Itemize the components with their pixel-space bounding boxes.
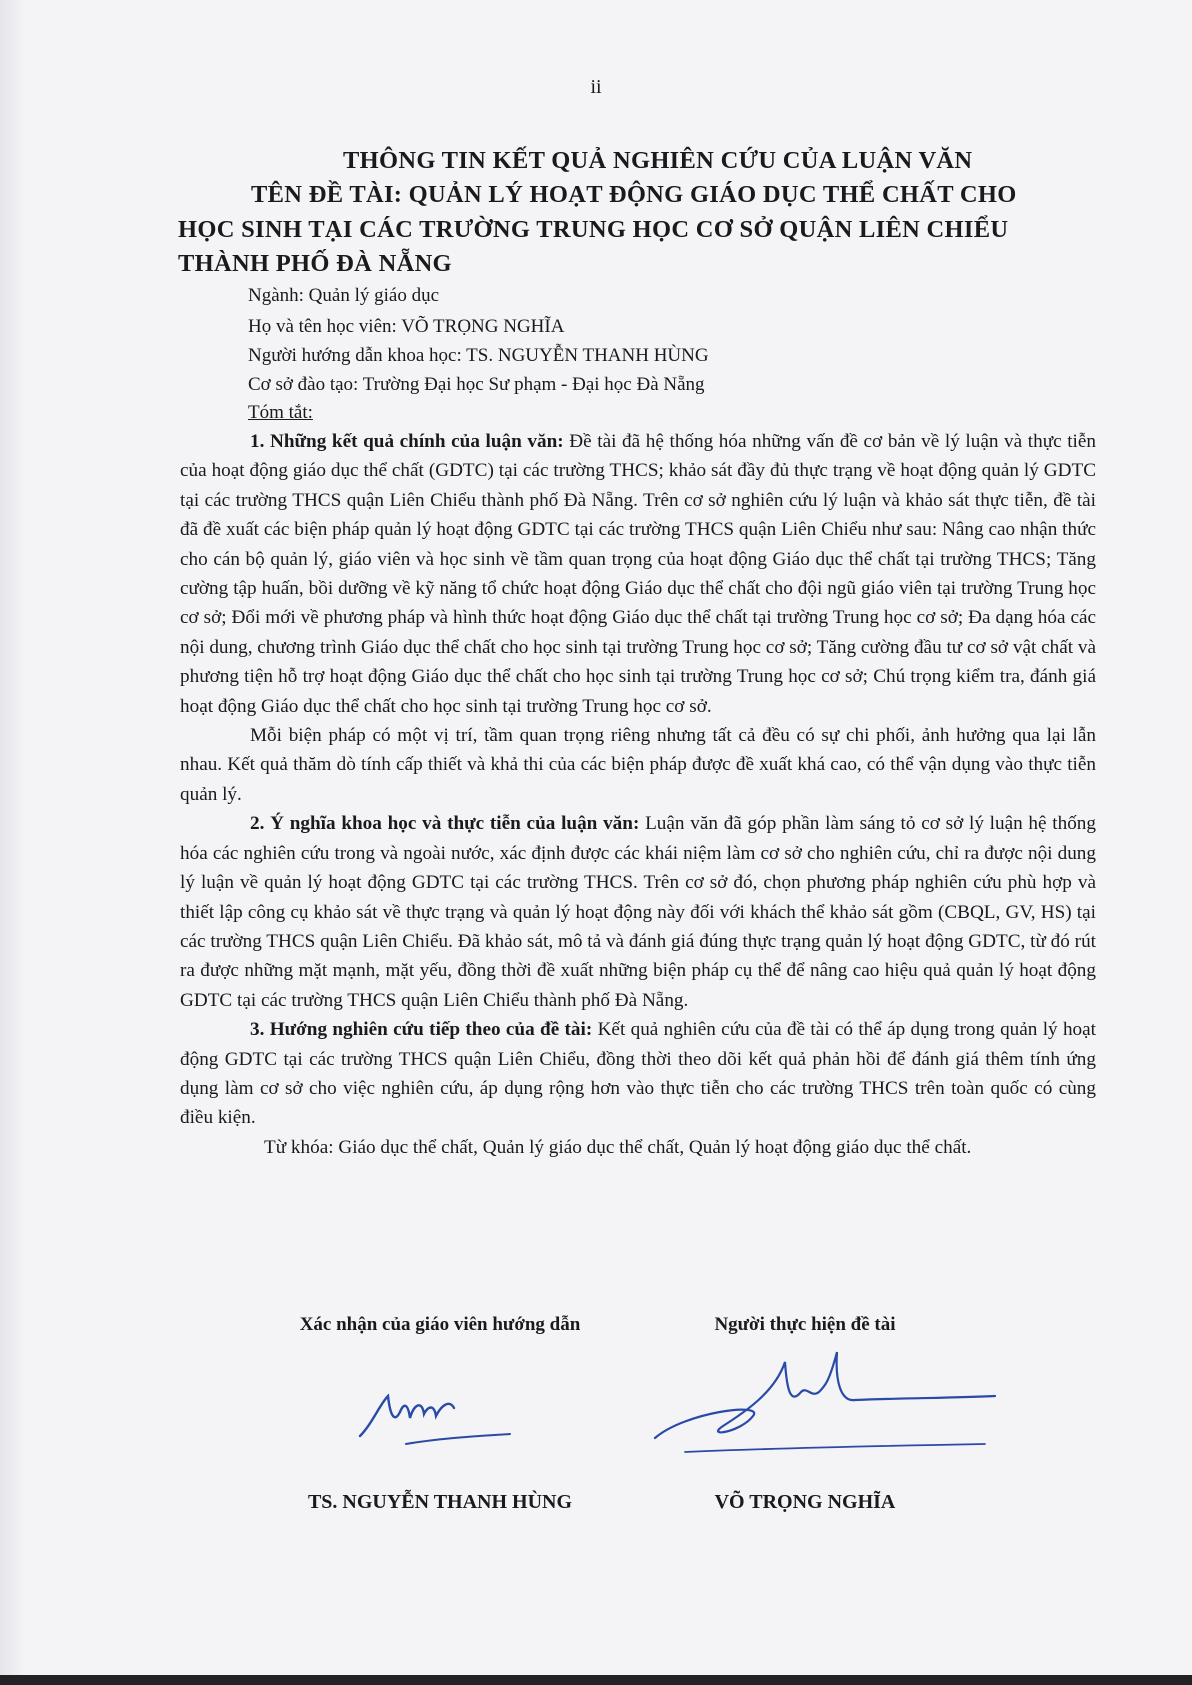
page-number: ii xyxy=(590,76,602,98)
section-2-heading: 2. Ý nghĩa khoa học và thực tiễn của luận văn: xyxy=(250,813,640,835)
title-line-2: TÊN ĐỀ TÀI: QUẢN LÝ HOẠT ĐỘNG GIÁO DỤC THỂ CHẤT CHO xyxy=(251,181,1017,208)
supervisor-line: Người hướng dẫn khoa học: TS. NGUYỄN THANH HÙNG xyxy=(248,345,709,366)
institution-line: Cơ sở đào tạo: Trường Đại học Sư phạm - Đại học Đà Nẵng xyxy=(248,374,705,395)
author-signature-block xyxy=(595,1314,1015,1513)
section-3-text: Kết quả nghiên cứu của đề tài có thể áp dụng trong quản lý hoạt động GDTC tại các trường THCS quận Liên Chiểu, đồng thời theo dõi kết quả phản hồi để đánh giá thêm tính ứng dụng làm cơ sở cho việc nghiên cứu, áp dụng rộng hơn vào thực tiễn cho các trường THCS trên toàn quốc có cùng điều kiện. xyxy=(180,1019,1096,1129)
section-1-text: Đề tài đã hệ thống hóa những vấn đề cơ bản về lý luận và thực tiễn của hoạt động giáo dục thể chất (GDTC) tại các trường THCS; khảo sát đầy đủ thực trạng về hoạt động quản lý GDTC tại các trường THCS quận Liên Chiểu thành phố Đà Nẵng. Trên cơ sở nghiên cứu lý luận và khảo sát thực tiễn, đề tài đã đề xuất các biện pháp quản lý hoạt động GDTC tại các trường THCS quận Liên Chiểu như sau: Nâng cao nhận thức cho cán bộ quản lý, giáo viên và học sinh về tầm quan trọng của hoạt động Giáo dục thể chất tại trường THCS; Tăng cường tập huấn, bồi dưỡng về kỹ năng tổ chức hoạt động Giáo dục thể chất cho đội ngũ giáo viên tại trường Trung học cơ sở; Đổi mới về phương pháp và hình thức hoạt động Giáo dục thể chất tại trường Trung học cơ sở; Đa dạng hóa các nội dung, chương trình Giáo dục thể chất cho học sinh tại trường Trung học cơ sở; Tăng cường đầu tư cơ sở vật chất và phương tiện hỗ trợ hoạt động Giáo dục thể chất cho học sinh tại trường Trung học cơ sở; Chú trọng kiểm tra, đánh giá hoạt động Giáo dục thể chất cho học sinh tại trường Trung học cơ sở. xyxy=(180,431,1096,717)
scan-edge-shadow xyxy=(0,0,26,1685)
section-1-heading: 1. Những kết quả chính của luận văn: xyxy=(250,431,564,452)
section-1-paragraph-2: Mỗi biện pháp có một vị trí, tầm quan trọng riêng nhưng tất cả đều có sự chi phối, ảnh hưởng qua lại lẫn nhau. Kết quả thăm dò tính cấp thiết và khả thi của các biện pháp được đề xuất khá cao, có thể vận dụng vào thực tiễn quản lý. xyxy=(180,725,1096,805)
section-1-paragraph xyxy=(180,427,1096,721)
supervisor-name: TS. NGUYỄN THANH HÙNG xyxy=(307,1491,573,1513)
section-3-heading: 3. Hướng nghiên cứu tiếp theo của đề tài: xyxy=(250,1019,593,1041)
title-line-4: THÀNH PHỐ ĐÀ NẴNG xyxy=(178,250,452,277)
author-label: Người thực hiện đề tài xyxy=(714,1314,896,1335)
major-line: Ngành: Quản lý giáo dục xyxy=(248,285,440,306)
summary-label: Tóm tắt: xyxy=(248,402,313,423)
supervisor-signature-block xyxy=(230,1314,650,1513)
section-2-text: Luận văn đã góp phần làm sáng tỏ cơ sở lý luận hệ thống hóa các nghiên cứu trong và ngoài nước, xác định được các khái niệm làm cơ sở cho nghiên cứu, chỉ ra được nội dung lý luận về quản lý hoạt động GDTC tại các trường THCS. Trên cơ sở đó, chọn phương pháp nghiên cứu phù hợp và thiết lập công cụ khảo sát về thực trạng và quản lý hoạt động này đối với khách thể khảo sát gồm (CBQL, GV, HS) tại các trường THCS quận Liên Chiểu. Đã khảo sát, mô tả và đánh giá đúng thực trạng quản lý hoạt động GDTC, từ đó rút ra được những mặt mạnh, mặt yếu, đồng thời đề xuất những biện pháp cụ thể để nâng cao hiệu quả quản lý hoạt động GDTC tại các trường THCS quận Liên Chiểu thành phố Đà Nẵng. xyxy=(180,813,1096,1011)
supervisor-confirmation-label: Xác nhận của giáo viên hướng dẫn xyxy=(299,1314,581,1335)
title-line-3: HỌC SINH TẠI CÁC TRƯỜNG TRUNG HỌC CƠ SỞ QUẬN LIÊN CHIỂU xyxy=(178,216,1009,243)
student-line: Họ và tên học viên: VÕ TRỌNG NGHĨA xyxy=(248,316,565,337)
scan-bottom-edge xyxy=(0,1675,1192,1685)
summary-body xyxy=(180,427,1096,1162)
title-line-1: THÔNG TIN KẾT QUẢ NGHIÊN CỨU CỦA LUẬN VĂN xyxy=(343,147,973,174)
section-3-paragraph xyxy=(180,1015,1096,1133)
keywords-line: Từ khóa: Giáo dục thể chất, Quản lý giáo dục thể chất, Quản lý hoạt động giáo dục thể chất. xyxy=(264,1136,972,1158)
author-name: VÕ TRỌNG NGHĨA xyxy=(714,1491,896,1513)
section-2-paragraph xyxy=(180,809,1096,1015)
